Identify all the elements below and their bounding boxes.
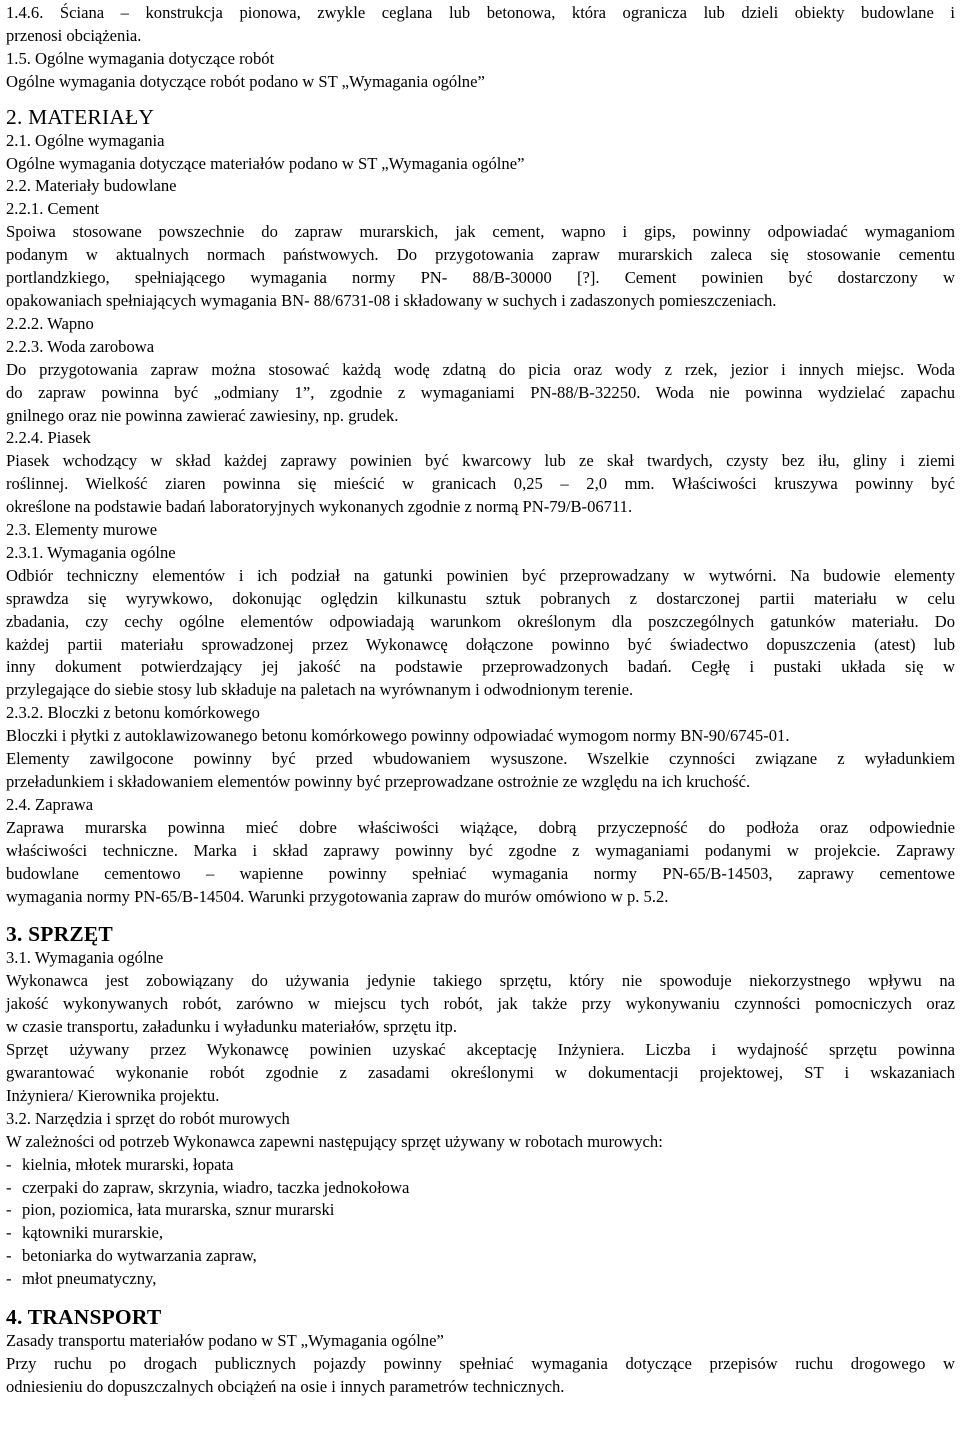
section-2-2-4 [6,427,955,519]
paragraph-line: Ogólne wymagania dotyczące materiałów podano w ST „Wymagania ogólne” [6,153,525,173]
paragraph-line: właściwości techniczne. Marka i skład zaprawy powinny być zgodne z wymaganiami podanymi w projekcie. Zaprawy [6,840,955,860]
paragraph-line: Piasek wchodzący w skład każdej zaprawy powinien być kwarcowy lub ze skał twardych, czysty bez iłu, gliny i ziemi [6,451,955,471]
paragraph-line: W zależności od potrzeb Wykonawca zapewni następujący sprzęt używany w robotach murowych: [6,1131,663,1151]
paragraph-line: przylegające do siebie stosy lub składuje na paletach na wyrównanym i odwodnionym terenie. [6,680,634,700]
list-item [6,1222,952,1245]
section-2-4 [6,794,955,909]
list-item [6,1177,952,1200]
chapter-title: MATERIAŁY [28,104,155,129]
section-2-3-1 [6,542,955,702]
section-1-4-6 [6,2,955,48]
list-dash: - [6,1269,12,1289]
chapter-title: SPRZĘT [28,922,113,947]
paragraph-line: Zasady transportu materiałów podano w ST „Wymagania ogólne” [6,1331,444,1351]
paragraph-line: przenosi obciążenia. [6,25,142,45]
paragraph-line: przeładunkiem i składowaniem elementów powinny być przeprowadzane ostrożnie ze względu na ich kruchość. [6,772,751,791]
section-heading: 2.1. Ogólne wymagania [6,130,165,150]
chapter-number: 4. [6,1305,28,1330]
chapter-heading-3 [6,921,952,947]
chapter-heading-4 [6,1304,952,1330]
chapter-number: 3. [6,922,29,947]
spacer [6,1291,952,1304]
paragraph-line: Przy ruchu po drogach publicznych pojazdy powinny spełniać wymagania dotyczące przepisów ruchu drogowego w [6,1353,955,1373]
paragraph-line: Inżyniera/ Kierownika projektu. [6,1085,220,1105]
spacer [6,94,952,104]
paragraph-line: zbadania, czy cechy ogólne elementów odpowiadają warunkom określonym dla poszczególnych gatunków materiału. Do [6,611,955,631]
section-heading: 2.3.1. Wymagania ogólne [6,542,176,562]
chapter-heading-2 [6,104,952,130]
section-heading: 2.2.1. Cement [6,199,100,219]
paragraph-line: Odbiór techniczny elementów i ich podział na gatunki powinien być przeprowadzany w wytwórni. Na budowie elementy [6,565,955,585]
paragraph-line: Zaprawa murarska powinna mieć dobre właściwości wiążące, dobrą przyczepność do podłoża oraz odpowiednie [6,817,955,837]
section-4 [6,1330,955,1399]
list-item-text: młot pneumatyczny, [22,1269,157,1289]
section-heading: 2.2.2. Wapno [6,313,94,333]
paragraph-line: do zapraw powinna być „odmiany 1”, zgodnie z wymaganiami PN-88/B-32250. Woda nie powinna wydzielać zapachu [6,382,955,402]
list-item [6,1245,952,1268]
list-item-text: pion, poziomica, łata murarska, sznur murarski [22,1200,335,1220]
paragraph-line: Sprzęt używany przez Wykonawcę powinien uzyskać akceptację Inżyniera. Liczba i wydajność sprzętu powinna [6,1040,955,1060]
paragraph-line: Wykonawca jest zobowiązany do używania jedynie takiego sprzętu, który nie spowoduje niekorzystnego wpływu na [6,971,955,991]
list-item-text: betoniarka do wytwarzania zapraw, [22,1246,257,1266]
paragraph-line: Elementy zawilgocone powinny być przed wbudowaniem wysuszone. Wszelkie czynności związane z wyładunkiem [6,749,955,769]
section-heading: 3.2. Narzędzia i sprzęt do robót murowych [6,1108,290,1128]
section-heading: 3.1. Wymagania ogólne [6,948,164,968]
section-1-5 [6,48,952,94]
list-dash: - [6,1223,12,1243]
paragraph-line: podanym w aktualnych normach państwowych. Do przygotowania zapraw murarskich zaleca się stosowanie cementu [6,245,955,265]
section-heading: 2.2.4. Piasek [6,428,91,448]
paragraph-line: Ogólne wymagania dotyczące robót podano w ST „Wymagania ogólne” [6,71,485,91]
list-dash: - [6,1154,12,1174]
paragraph-line: jakość wykonywanych robót, zarówno w miejscu tych robót, jak także przy wykonywaniu czynności pomocniczych oraz [6,994,955,1014]
equipment-list [6,1154,952,1291]
paragraph-line: inny dokument potwierdzający jej jakość na podstawie przeprowadzonych badań. Cegłę i pustaki układa się w [6,657,955,677]
section-heading: 1.5. Ogólne wymagania dotyczące robót [6,48,275,68]
paragraph-line: sprawdza się wyrywkowo, dokonując oględzin kilkunastu sztuk pobranych z dostarczonej partii materiału w celu [6,588,955,608]
paragraph-line: roślinnej. Wielkość ziaren powinna się mieścić w granicach 0,25 – 2,0 mm. Właściwości kruszywa powinny być [6,474,955,494]
chapter-number: 2. [6,104,29,129]
section-heading: 2.3. Elementy murowe [6,520,158,540]
paragraph-line: Do przygotowania zapraw można stosować każdą wodę zdatną do picia oraz wody z rzek, jezior i innych miejsc. Woda [6,359,955,379]
section-heading: 2.2.3. Woda zarobowa [6,336,155,356]
paragraph-line: Spoiwa stosowane powszechnie do zapraw murarskich, jak cement, wapno i gips, powinny odpowiadać wymaganiom [6,222,955,242]
paragraph-line: określone na podstawie badań laboratoryjnych wykonanych zgodnie z normą PN-79/B-06711. [6,497,633,517]
paragraph-line: w czasie transportu, załadunku i wyładunku materiałów, sprzętu itp. [6,1017,457,1037]
list-dash: - [6,1200,12,1220]
paragraph-line: budowlane cementowo – wapienne powinny spełniać wymagania normy PN-65/B-14503, zaprawy cementowe [6,863,955,883]
section-2-3-2 [6,702,955,794]
list-item-text: kielnia, młotek murarski, łopata [22,1154,234,1174]
section-2-2-3 [6,336,955,428]
section-heading: 2.3.2. Bloczki z betonu komórkowego [6,703,260,723]
paragraph-line: portlandzkiego, spełniającego wymagania normy PN- 88/B-30000 [?]. Cement powinien być dostarczony w [6,268,955,288]
paragraph-line: odniesieniu do dopuszczalnych obciążeń na osie i innych parametrów technicznych. [6,1376,565,1396]
paragraph-line: gnilnego oraz nie powinna zawierać zawiesiny, np. grudek. [6,405,399,425]
list-item-text: kątowniki murarskie, [22,1223,164,1243]
list-item-text: czerpaki do zapraw, skrzynia, wiadro, taczka jednokołowa [22,1177,410,1197]
paragraph-line: opakowaniach spełniających wymagania BN- 88/6731-08 i składowany w suchych i zadaszonych pomieszczeniach. [6,290,777,310]
spacer [6,908,952,921]
section-3-2 [6,1108,952,1291]
list-item [6,1199,952,1222]
paragraph-line: 1.4.6. Ściana – konstrukcja pionowa, zwykle ceglana lub betonowa, która ogranicza lub dzieli obiekty budowlane i [6,3,955,22]
chapter-title: TRANSPORT [27,1305,162,1330]
section-2-1 [6,130,952,176]
paragraph-line: gwarantować wykonanie robót zgodnie z zasadami określonymi w dokumentacji projektowej, ST i wskazaniach [6,1062,955,1082]
paragraph-line: każdej partii materiału sprowadzonej przez Wykonawcę dołączone powinno być świadectwo dopuszczenia (atest) lub [6,634,955,654]
section-heading: 2.4. Zaprawa [6,794,94,814]
paragraph-line: wymagania normy PN-65/B-14504. Warunki przygotowania zapraw do murów omówiono w p. 5.2. [6,886,669,906]
paragraph-line: Bloczki i płytki z autoklawizowanego betonu komórkowego powinny odpowiadać wymogom normy BN-90/6745-01. [6,726,790,746]
section-heading: 2.2. Materiały budowlane [6,176,177,196]
list-item [6,1268,952,1291]
section-3-1 [6,947,955,1107]
list-item [6,1154,952,1177]
list-dash: - [6,1246,12,1266]
list-dash: - [6,1177,12,1197]
section-2-2-1 [6,198,955,313]
